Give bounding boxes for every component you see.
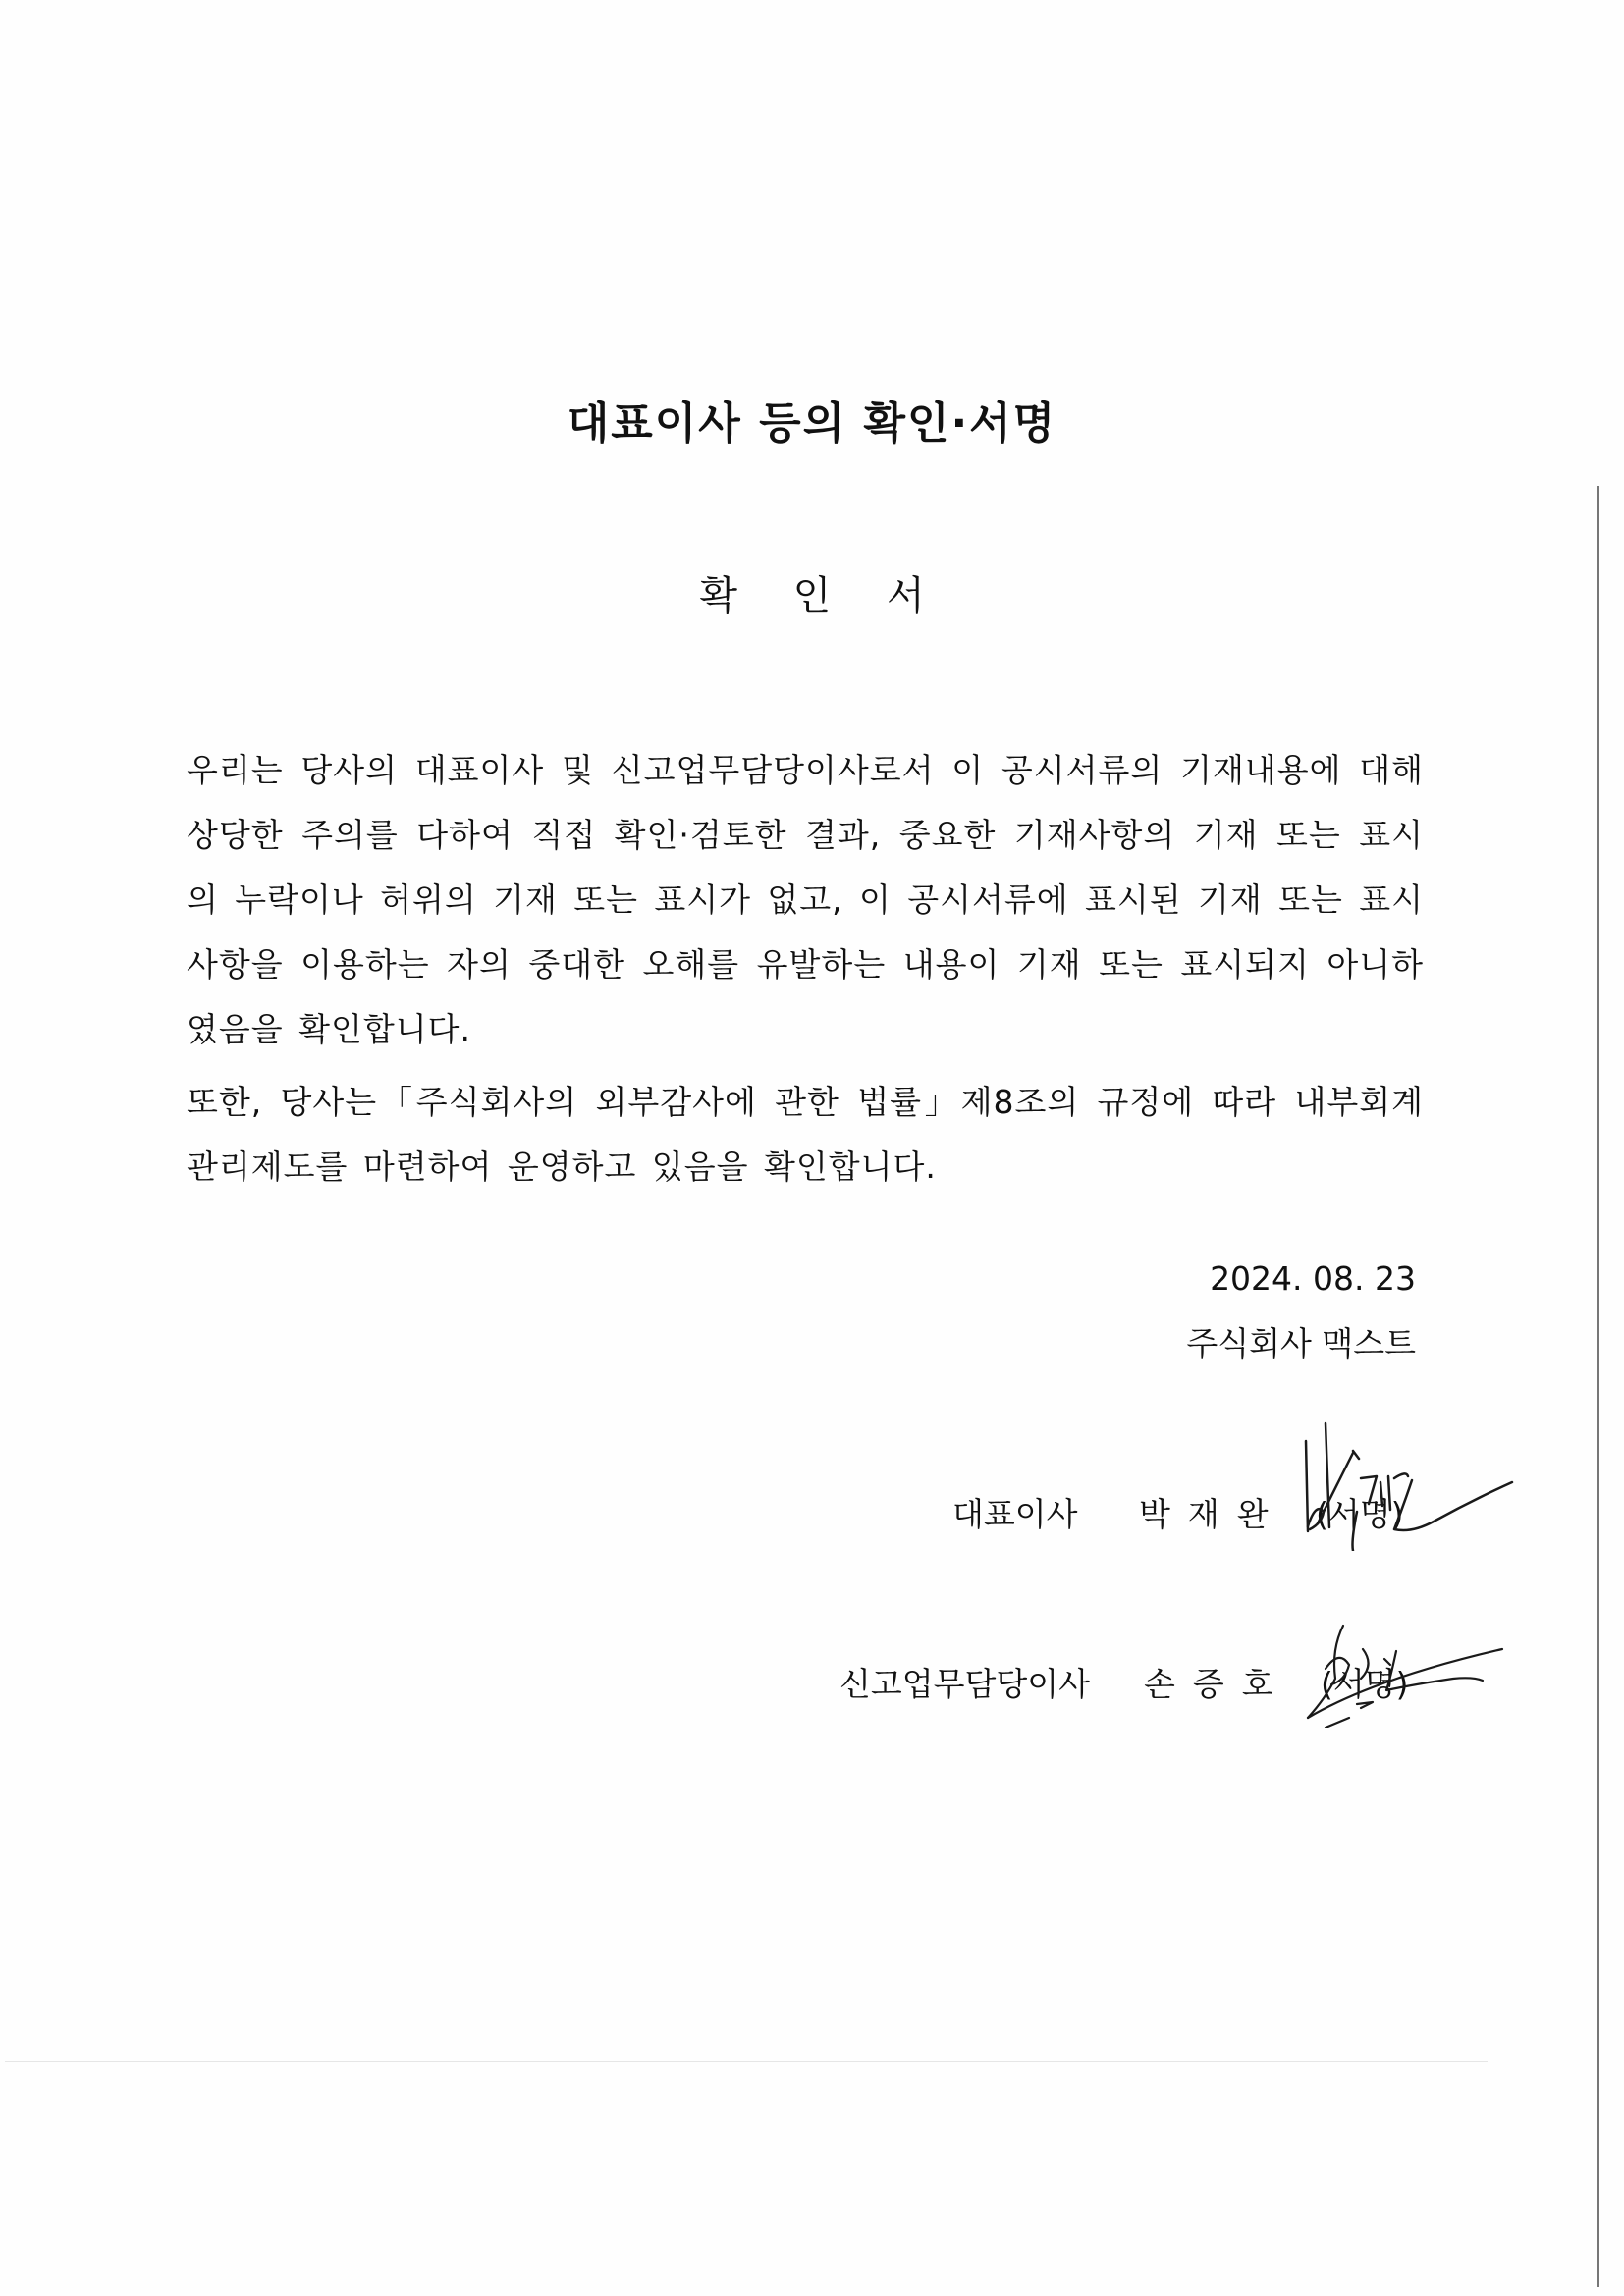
scan-edge-line (1597, 486, 1599, 2287)
document-date: 2024. 08. 23 (1210, 1259, 1416, 1298)
confirmation-paragraph: 우리는 당사의 대표이사 및 신고업무담당이사로서 이 공시서류의 기재내용에 대해 상당한 주의를 다하여 직접 확인·검토한 결과, 중요한 기재사항의 기재 또는 표시의 누락이나 허위의 기재 또는 표시가 없고, 이 공시서류에 표시된 기재 또는 표시사항을 이용하는 자의 중대한 오해를 유발하는 내용이 기재 또는 표시되지 아니하였음을 확인합니다. (187, 751, 1424, 1048)
signature-mark-label: (서명) (1316, 1495, 1404, 1533)
signatory-role: 대표이사 (952, 1495, 1078, 1533)
document-title: 대표이사 등의 확인·서명 (567, 399, 1057, 449)
signatory-name: 손증호 (1144, 1665, 1291, 1703)
signature-mark-label: (서명) (1321, 1665, 1409, 1703)
scan-fold-line (5, 2061, 1488, 2062)
internal-control-paragraph: 또한, 당사는「주식회사의 외부감사에 관한 법률」제8조의 규정에 따라 내부회계관리제도를 마련하여 운영하고 있음을 확인합니다. (187, 1083, 1424, 1186)
signatory-disclosure-officer (839, 1659, 1409, 1705)
document-subtitle: 확 인 서 (699, 573, 947, 618)
signatory-role: 신고업무담당이사 (839, 1665, 1091, 1703)
signatory-name: 박재완 (1139, 1495, 1286, 1533)
company-name: 주식회사 맥스트 (1186, 1324, 1416, 1362)
signatory-ceo (952, 1489, 1404, 1535)
